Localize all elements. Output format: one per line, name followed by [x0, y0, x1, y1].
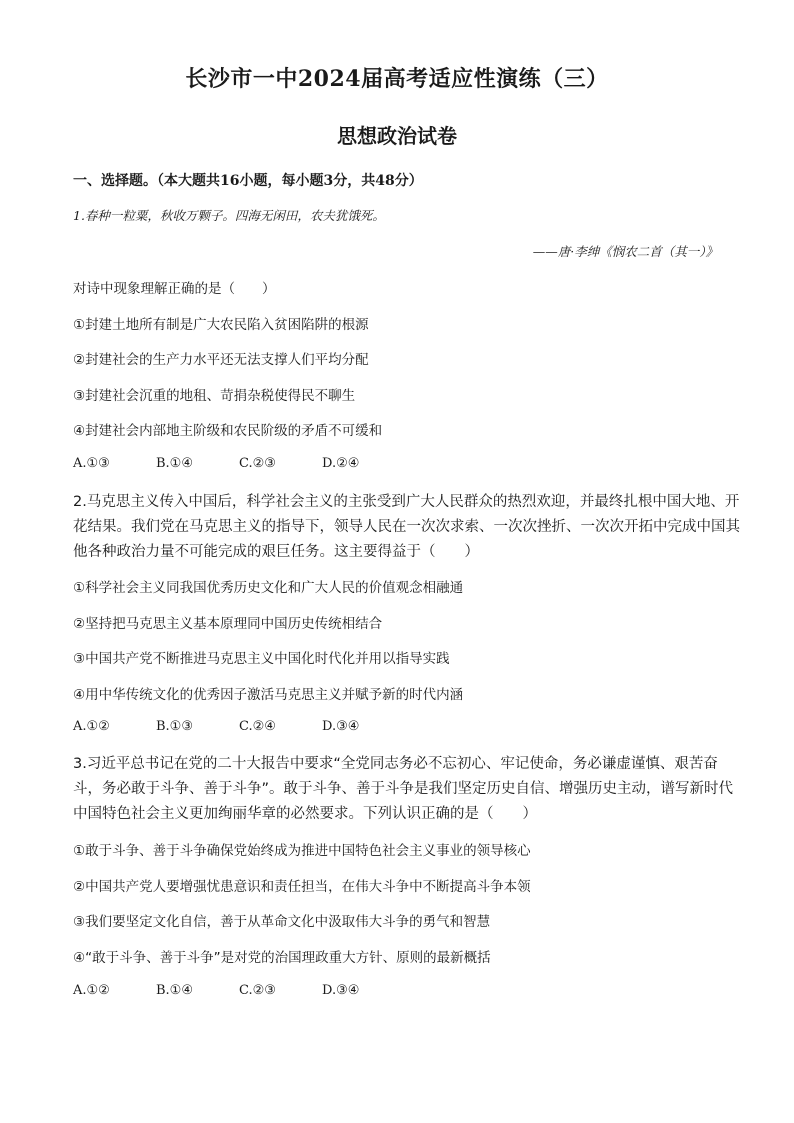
q1-answer-choices [73, 456, 405, 471]
q2-answer-c: C.②④ [239, 719, 276, 734]
q1-answer-b: B.①④ [156, 456, 193, 471]
section-heading: 一、选择题。（本大题共16小题，每小题3分，共48分） [73, 173, 423, 189]
q3-stem-line-2: 斗，务必敢于斗争、善于斗争”。敢于斗争、善于斗争是我们坚定历史自信、增强历史主动，谱写新时代 [73, 781, 734, 797]
q3-answer-b: B.①④ [156, 983, 193, 998]
q1-option-3: ③封建社会沉重的地租、苛捐杂税使得民不聊生 [73, 388, 356, 404]
q2-stem-line-1: 2.马克思主义传入中国后，科学社会主义的主张受到广大人民群众的热烈欢迎，并最终扎根中国大地、开 [73, 494, 740, 510]
q2-answer-b: B.①③ [156, 719, 193, 734]
q3-answer-c: C.②③ [239, 983, 276, 998]
q2-answer-a: A.①② [73, 719, 110, 734]
q1-poem: 1.春种一粒粟，秋收万颗子。四海无闲田，农夫犹饿死。 [73, 208, 385, 223]
q3-stem-line-1: 3.习近平总书记在党的二十大报告中要求“全党同志务必不忘初心、牢记使命，务必谦虚谨慎、艰苦奋 [73, 756, 718, 772]
q2-stem-line-3: 他各种政治力量不可能完成的艰巨任务。这主要得益于（ ） [73, 544, 479, 560]
q1-option-2: ②封建社会的生产力水平还无法支撑人们平均分配 [73, 352, 369, 368]
q1-option-4: ④封建社会内部地主阶级和农民阶级的矛盾不可缓和 [73, 423, 383, 439]
q1-option-1: ①封建土地所有制是广大农民陷入贫困陷阱的根源 [73, 317, 369, 333]
q1-answer-a: A.①③ [73, 456, 110, 471]
q3-stem-line-3: 中国特色社会主义更加绚丽华章的必然要求。下列认识正确的是（ ） [73, 806, 537, 822]
q3-option-3: ③我们要坚定文化自信，善于从革命文化中汲取伟大斗争的勇气和智慧 [73, 914, 491, 930]
q3-option-4: ④“敢于斗争、善于斗争”是对党的治国理政重大方针、原则的最新概括 [73, 950, 491, 966]
q1-stem: 对诗中现象理解正确的是（ ） [73, 281, 276, 297]
q2-option-2: ②坚持把马克思主义基本原理同中国历史传统相结合 [73, 616, 383, 632]
exam-title: 长沙市一中2024届高考适应性演练（三） [185, 66, 609, 92]
q2-option-3: ③中国共产党不断推进马克思主义中国化时代化并用以指导实践 [73, 651, 450, 667]
q2-option-4: ④用中华传统文化的优秀因子激活马克思主义并赋予新的时代内涵 [73, 687, 464, 703]
q3-answer-a: A.①② [73, 983, 110, 998]
q3-option-1: ①敢于斗争、善于斗争确保党始终成为推进中国特色社会主义事业的领导核心 [73, 843, 531, 859]
exam-subtitle: 思想政治试卷 [337, 124, 457, 148]
q1-poem-source: ——唐·李绅《悯农二首（其一）》 [532, 244, 718, 259]
q3-option-2: ②中国共产党人要增强忧患意识和责任担当，在伟大斗争中不断提高斗争本领 [73, 879, 531, 895]
q2-option-1: ①科学社会主义同我国优秀历史文化和广大人民的价值观念相融通 [73, 580, 464, 596]
q3-answer-d: D.③④ [322, 983, 360, 998]
q2-stem-line-2: 花结果。我们党在马克思主义的指导下，领导人民在一次次求索、一次次挫折、一次次开拓中完成中国其 [73, 519, 740, 535]
q3-answer-choices [73, 983, 405, 998]
q1-answer-d: D.②④ [322, 456, 360, 471]
q2-answer-d: D.③④ [322, 719, 360, 734]
q1-answer-c: C.②③ [239, 456, 276, 471]
q2-answer-choices [73, 719, 405, 734]
